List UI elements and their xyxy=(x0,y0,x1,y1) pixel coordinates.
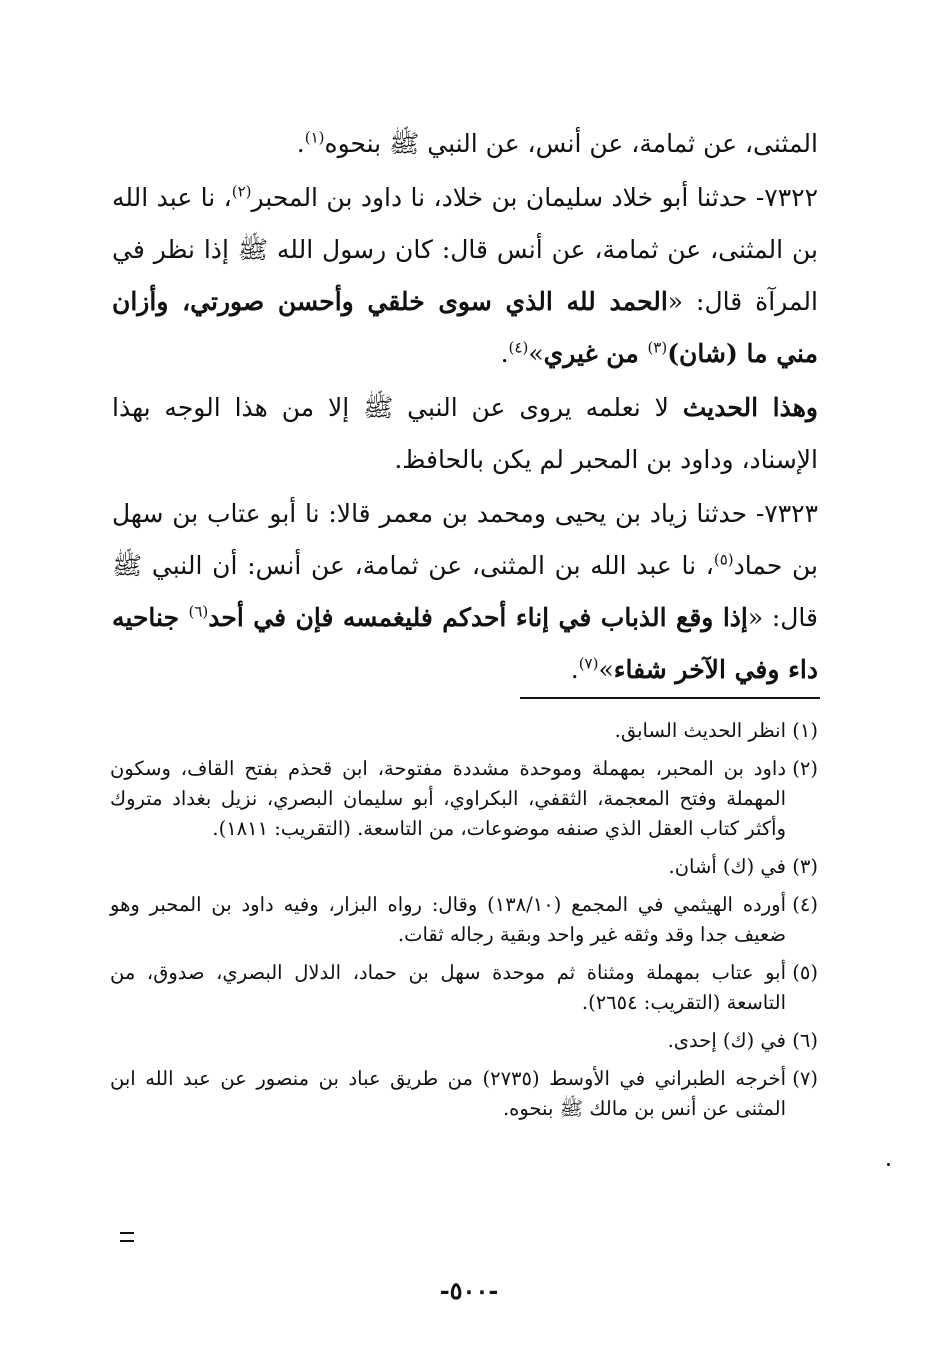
punctuation: . xyxy=(570,655,579,684)
footnote-5 xyxy=(110,958,818,1018)
footnote-text: داود بن المحبر، بمهملة وموحدة مشددة مفتوحة، ابن قحذم بفتح القاف، وسكون المهملة وفتح المعجمة، الثقفي، البكراوي، أبو سليمان البصري، نزيل بغداد متروك وأكثر كتاب العقل الذي صنفه موضوعات، من التاسعة. (التقريب: ١٨١١). xyxy=(110,757,786,840)
paragraph-text: ، نا عبد الله بن المثنى، عن ثمامة، عن أنس قال: كان رسول الله ﷺ إذا نظر في المرآة قال: « xyxy=(112,183,818,316)
footnote-text: انظر الحديث السابق. xyxy=(614,719,786,742)
footnote-number: (٣) xyxy=(792,855,818,878)
footnotes xyxy=(110,716,818,1132)
hadith-7323 xyxy=(112,488,818,696)
footnote-ref-6[interactable]: (٦) xyxy=(188,602,209,621)
footnote-ref-5[interactable]: (٥) xyxy=(713,550,734,569)
paragraph-text: المثنى، عن ثمامة، عن أنس، عن النبي ﷺ بنحوه xyxy=(324,129,818,158)
footnote-7 xyxy=(110,1064,818,1124)
hadith-quote: إذا وقع الذباب في إناء أحدكم فليغمسه فإن في أحد xyxy=(208,603,748,632)
hadith-quote: الحمد لله الذي سوى خلقي وأحسن صورتي، وأزان مني ما (شان) xyxy=(112,287,818,368)
quote-mark: » xyxy=(598,655,614,684)
main-text xyxy=(112,118,818,698)
footnote-ref-1[interactable]: (١) xyxy=(304,128,325,147)
hadith-7322 xyxy=(112,172,818,380)
hadith-quote: من غيري xyxy=(543,339,648,368)
footnote-ref-4[interactable]: (٤) xyxy=(508,338,529,357)
footnote-text: أخرجه الطبراني في الأوسط (٢٧٣٥) من طريق عباد بن منصور عن عبد الله ابن المثنى عن أنس بن مالك ﷺ بنحوه. xyxy=(110,1067,786,1120)
footnote-number: (٤) xyxy=(792,893,818,916)
footnote-6 xyxy=(110,1026,818,1056)
quote-mark: » xyxy=(528,339,544,368)
hadith-quote: جناحيه داء وفي الآخر شفاء xyxy=(112,603,818,684)
footnote-number: (١) xyxy=(792,719,818,742)
footnote-1 xyxy=(110,716,818,746)
paragraph-text: لا نعلمه يروى عن النبي ﷺ إلا من هذا الوجه بهذا الإسناد، وداود بن المحبر لم يكن بالحافظ. xyxy=(112,393,818,474)
footnote-4 xyxy=(110,890,818,950)
paragraph-text: ٧٣٢٣- حدثنا زياد بن يحيى ومحمد بن معمر قالا: نا أبو عتاب بن سهل بن حماد xyxy=(112,499,819,580)
footnote-number: (٢) xyxy=(792,757,818,780)
page-number: -٥٠٠- xyxy=(439,1276,499,1305)
footnote-number: (٥) xyxy=(792,961,818,984)
commentary xyxy=(112,382,818,486)
footnote-ref-7[interactable]: (٧) xyxy=(578,654,599,673)
punctuation: . xyxy=(296,129,305,158)
footnote-3 xyxy=(110,852,818,882)
footnote-separator xyxy=(520,697,820,699)
paragraph-text: ٧٣٢٢- حدثنا أبو خلاد سليمان بن خلاد، نا داود بن المحبر xyxy=(251,183,818,212)
end-mark xyxy=(120,1232,134,1242)
footnote-text: في (ك) أشان. xyxy=(668,855,786,878)
footnote-ref-3[interactable]: (٣) xyxy=(647,338,668,357)
footnote-ref-2[interactable]: (٢) xyxy=(231,182,252,201)
footnote-number: (٦) xyxy=(792,1029,818,1052)
commentary-lead: وهذا الحديث xyxy=(682,393,818,422)
footnote-text: أورده الهيثمي في المجمع (١٣٨/١٠) وقال: رواه البزار، وفيه داود بن المحبر وهو ضعيف جدا وقد وثقه غير واحد وبقية رجاله ثقات. xyxy=(110,893,786,946)
footnote-2 xyxy=(110,754,818,844)
punctuation: . xyxy=(500,339,509,368)
paragraph-text: ، نا عبد الله بن المثنى، عن ثمامة، عن أنس: أن النبي ﷺ قال: « xyxy=(112,551,818,632)
footnote-text: أبو عتاب بمهملة ومثناة ثم موحدة سهل بن حماد، الدلال البصري، صدوق، من التاسعة (التقريب: ٢٦٥٤). xyxy=(110,961,786,1014)
paragraph-continuation xyxy=(112,118,818,170)
footnote-text: في (ك) إحدى. xyxy=(667,1029,786,1052)
stray-dot xyxy=(887,1163,890,1166)
footnote-number: (٧) xyxy=(792,1067,818,1090)
